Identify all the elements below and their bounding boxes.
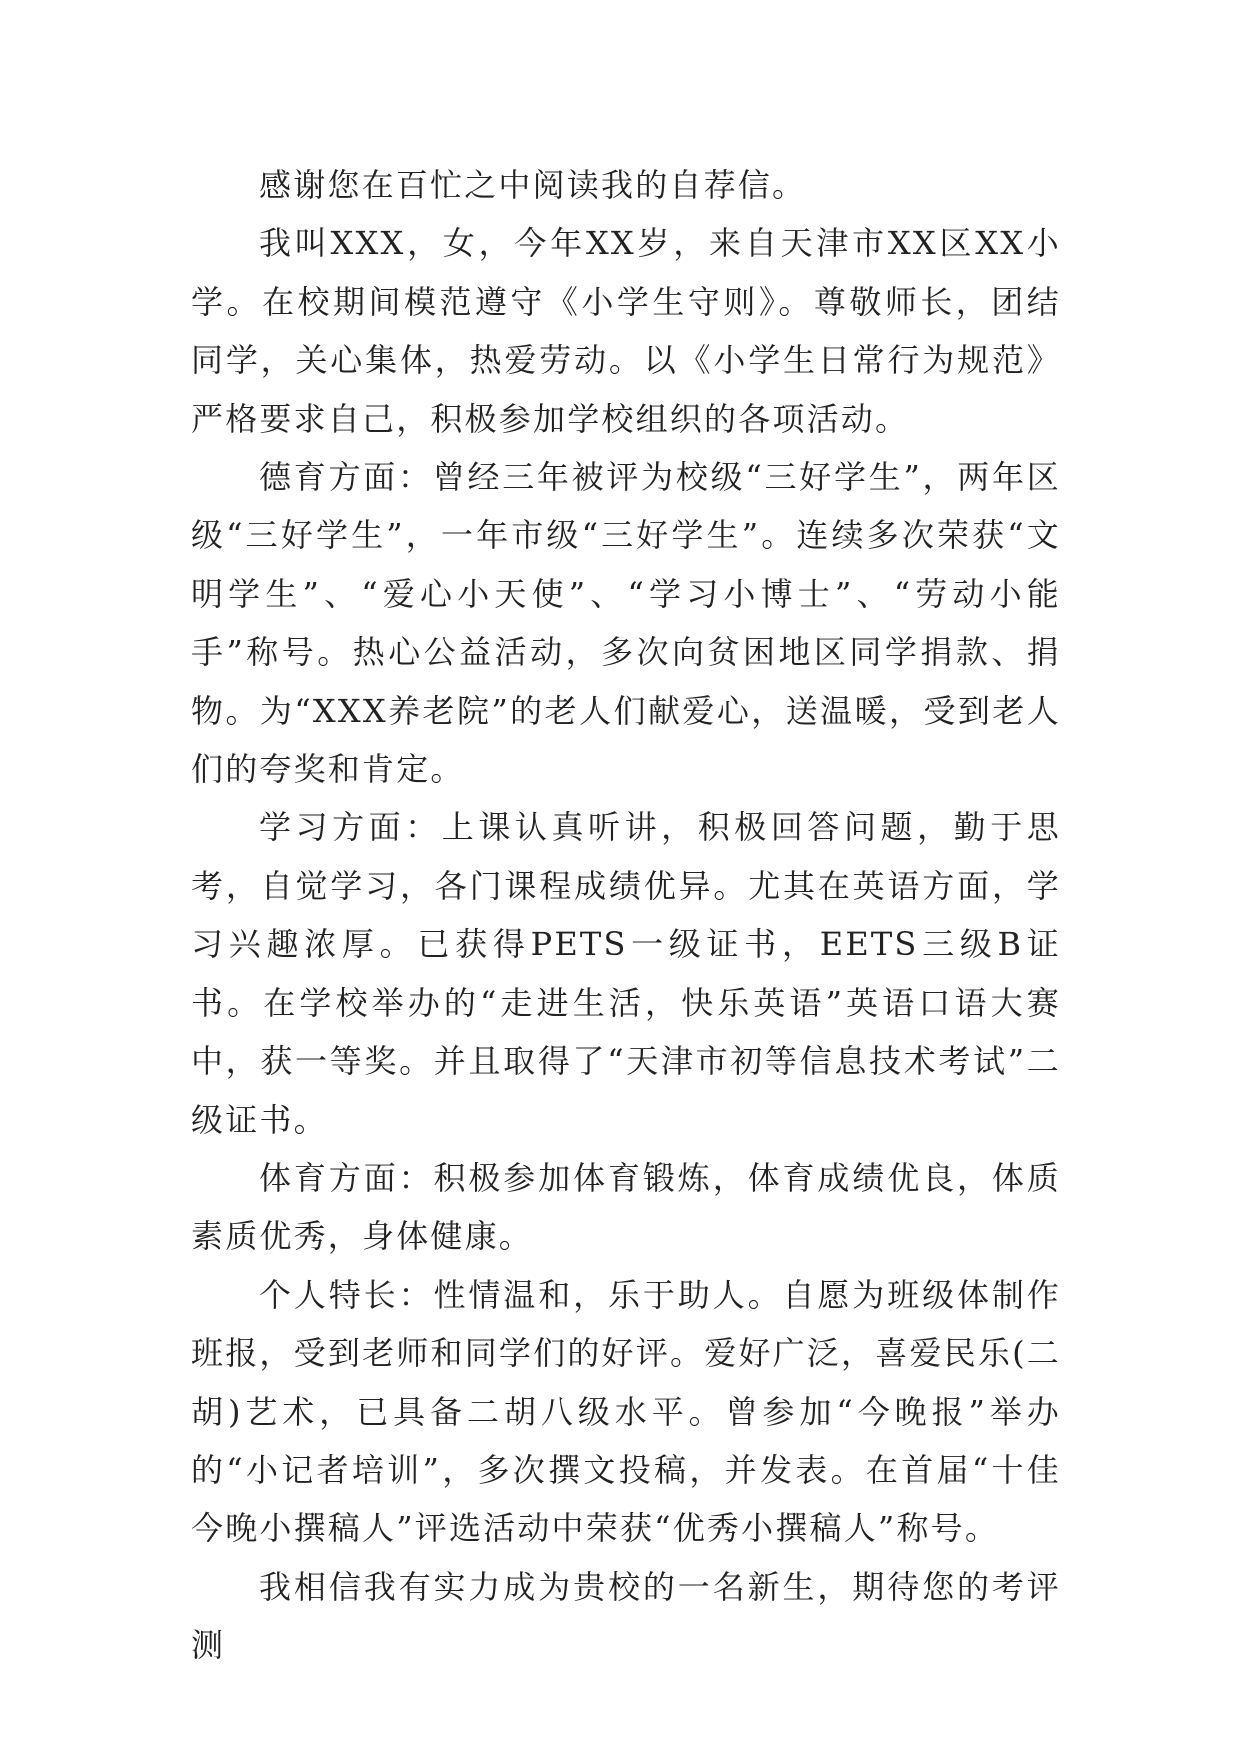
paragraph-physical-education: 体育方面：积极参加体育锻炼，体育成绩优良，体质素质优秀，身体健康。 (191, 1158, 1061, 1256)
paragraph-moral-education: 德育方面：曾经三年被评为校级“三好学生”，两年区级“三好学生”，一年市级“三好学生”。连续多次荣获“文明学生”、“爱心小天使”、“学习小博士”、“劳动小能手”称号。热心公益活动，多次向贫困地区同学捐款、捐物。为“XXX养老院”的老人们献爱心，送温暖，受到老人们的夸奖和肯定。 (191, 458, 1061, 789)
paragraph-personal-strengths: 个人特长：性情温和，乐于助人。自愿为班级体制作班报，受到老师和同学们的好评。爱好广泛，喜爱民乐(二胡)艺术，已具备二胡八级水平。曾参加“今晚报”举办的“小记者培训”，多次撰文投稿，并发表。在首届“十佳今晚小撰稿人”评选活动中荣获“优秀小撰稿人”称号。 (191, 1275, 1061, 1548)
paragraph-academics: 学习方面：上课认真听讲，积极回答问题，勤于思考，自觉学习，各门课程成绩优异。尤其在英语方面，学习兴趣浓厚。已获得PETS一级证书，EETS三级B证书。在学校举办的“走进生活，快乐英语”英语口语大赛中，获一等奖。并且取得了“天津市初等信息技术考试”二级证书。 (191, 808, 1061, 1139)
paragraph-opening: 感谢您在百忙之中阅读我的自荐信。 (259, 166, 807, 204)
paragraph-introduction: 我叫XXX，女，今年XX岁，来自天津市XX区XX小学。在校期间模范遵守《小学生守则》。尊敬师长，团结同学，关心集体，热爱劳动。以《小学生日常行为规范》严格要求自己，积极参加学校组织的各项活动。 (191, 224, 1061, 438)
paragraph-closing: 我相信我有实力成为贵校的一名新生，期待您的考评测 (191, 1567, 1061, 1665)
letter-body (191, 156, 1061, 1675)
